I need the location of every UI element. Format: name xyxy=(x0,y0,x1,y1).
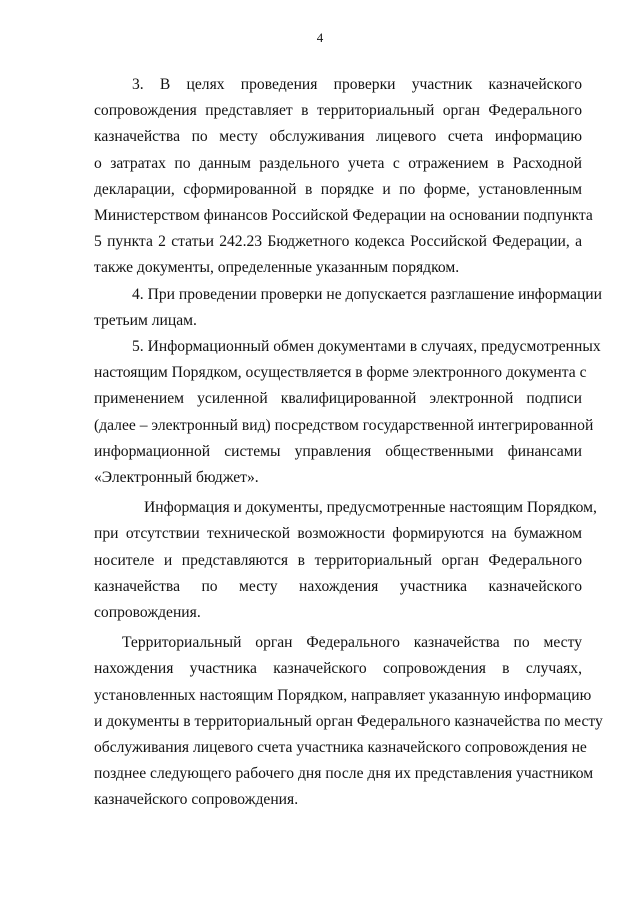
text-line: настоящим Порядком, осуществляется в форме электронного документа с xyxy=(94,364,587,382)
text-line: третьим лицам. xyxy=(94,311,197,329)
text-line: позднее следующего рабочего дня после дня их представления участником xyxy=(94,765,594,783)
text-line: и документы в территориальный орган Федерального казначейства по месту xyxy=(94,712,603,730)
page-number: 4 xyxy=(316,30,324,45)
text-line: также документы, определенные указанным порядком. xyxy=(94,259,460,277)
text-line: декларации, сформированной в порядке и по форме, установленным xyxy=(94,180,582,198)
text-line: «Электронный бюджет». xyxy=(94,469,259,487)
text-line: 5 пункта 2 статьи 242.23 Бюджетного кодекса Российской Федерации, а xyxy=(94,233,582,251)
document-body xyxy=(94,72,603,814)
text-line: сопровождения. xyxy=(94,604,201,622)
paragraph-info-docs xyxy=(94,495,597,626)
text-line: (далее – электронный вид) посредством государственной интегрированной xyxy=(94,416,594,434)
text-line: Министерством финансов Российской Федерации на основании подпункта xyxy=(94,207,593,225)
text-line: 3. В целях проведения проверки участник казначейского xyxy=(132,76,582,93)
text-line: казначейства по месту обслуживания лицевого счета информацию xyxy=(94,128,582,146)
text-line: при отсутствии технической возможности формируются на бумажном xyxy=(94,525,582,543)
text-line: сопровождения представляет в территориальный орган Федерального xyxy=(94,102,582,120)
text-line: носителе и представляются в территориальный орган Федерального xyxy=(94,551,582,569)
paragraph-territorial-organ xyxy=(94,630,603,813)
text-line: применением усиленной квалифицированной электронной подписи xyxy=(94,390,582,408)
text-line: Территориальный орган Федерального казначейства по месту xyxy=(122,634,582,652)
text-line: 5. Информационный обмен документами в случаях, предусмотренных xyxy=(132,338,601,356)
text-line: нахождения участника казначейского сопровождения в случаях, xyxy=(94,660,582,678)
text-line: информационной системы управления общественными финансами xyxy=(94,442,582,460)
text-line: 4. При проведении проверки не допускается разглашение информации xyxy=(132,285,602,303)
paragraph-5 xyxy=(94,334,601,491)
text-line: установленных настоящим Порядком, направляет указанную информацию xyxy=(94,686,592,704)
text-line: о затратах по данным раздельного учета с отражением в Расходной xyxy=(94,154,582,172)
text-line: обслуживания лицевого счета участника казначейского сопровождения не xyxy=(94,739,587,757)
text-line: казначейского сопровождения. xyxy=(94,791,299,809)
paragraph-4 xyxy=(94,282,602,334)
text-line: казначейства по месту нахождения участника казначейского xyxy=(94,577,582,595)
text-line: Информация и документы, предусмотренные настоящим Порядком, xyxy=(144,499,597,517)
paragraph-3 xyxy=(94,72,593,282)
